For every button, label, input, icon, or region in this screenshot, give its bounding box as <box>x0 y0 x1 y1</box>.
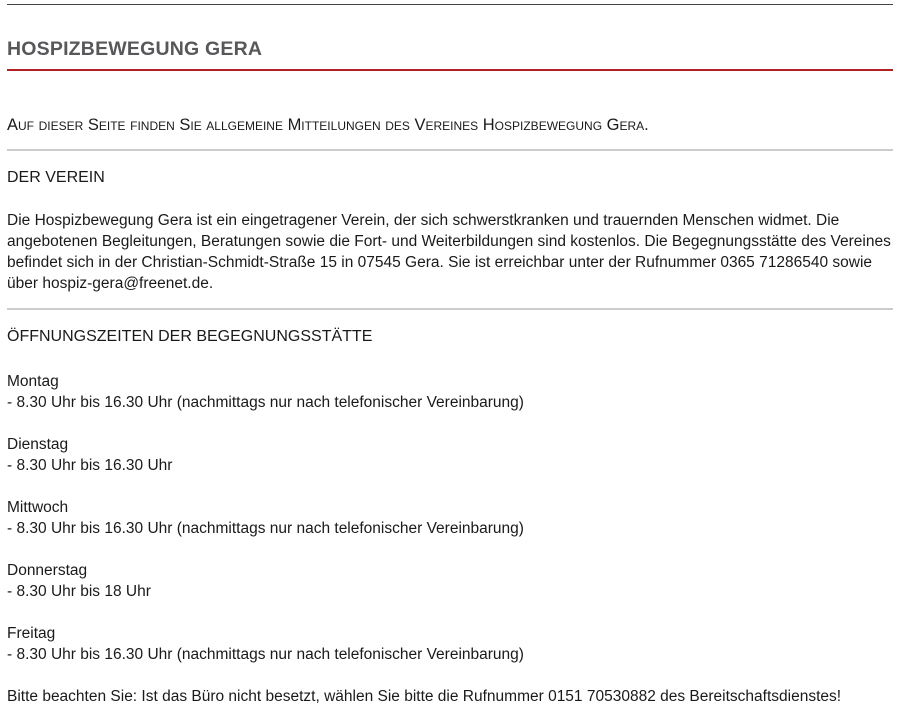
section-divider <box>7 308 893 310</box>
hours-item-dienstag <box>7 434 893 476</box>
hours-list <box>7 371 893 665</box>
time-label: - 8.30 Uhr bis 18 Uhr <box>7 583 151 600</box>
hours-heading: ÖFFNUNGSZEITEN DER BEGEGNUNGSSTÄTTE <box>7 328 373 345</box>
section-divider <box>7 149 893 151</box>
time-label: - 8.30 Uhr bis 16.30 Uhr (nachmittags nur nach telefonischer Vereinbarung) <box>7 394 524 411</box>
day-label: Montag <box>7 373 59 390</box>
page-container <box>0 4 900 707</box>
red-accent-divider <box>7 69 893 71</box>
time-label: - 8.30 Uhr bis 16.30 Uhr (nachmittags nur nach telefonischer Vereinbarung) <box>7 646 524 663</box>
time-label: - 8.30 Uhr bis 16.30 Uhr <box>7 457 173 474</box>
verein-paragraph: Die Hospizbewegung Gera ist ein eingetragener Verein, der sich schwerstkranken und trauernden Menschen widmet. Die angebotenen Begleitungen, Beratungen sowie die Fort- und Weiterbildungen sind kostenlos. Die Begegnungsstätte des Vereines befindet sich in der Christian-Schmidt-Straße 15 in 07545 Gera. Sie ist erreichbar unter der Rufnummer 0365 71286540 sowie über hospiz-gera@freenet.de. <box>7 212 891 292</box>
day-label: Donnerstag <box>7 562 88 579</box>
time-label: - 8.30 Uhr bis 16.30 Uhr (nachmittags nur nach telefonischer Vereinbarung) <box>7 520 524 537</box>
top-divider <box>7 4 893 5</box>
hours-item-donnerstag <box>7 560 893 602</box>
day-label: Dienstag <box>7 436 69 453</box>
hours-item-montag <box>7 371 893 413</box>
notice-text: Bitte beachten Sie: Ist das Büro nicht besetzt, wählen Sie bitte die Rufnummer 0151 70530882 des Bereitschaftsdienstes! <box>7 688 842 705</box>
day-label: Freitag <box>7 625 56 642</box>
page-title: HOSPIZBEWEGUNG GERA <box>7 38 263 60</box>
day-label: Mittwoch <box>7 499 69 516</box>
hours-item-freitag <box>7 623 893 665</box>
hours-item-mittwoch <box>7 497 893 539</box>
verein-heading: DER VEREIN <box>7 169 105 186</box>
intro-text: Auf dieser Seite finden Sie allgemeine Mitteilungen des Vereines Hospizbewegung Gera. <box>7 116 649 134</box>
